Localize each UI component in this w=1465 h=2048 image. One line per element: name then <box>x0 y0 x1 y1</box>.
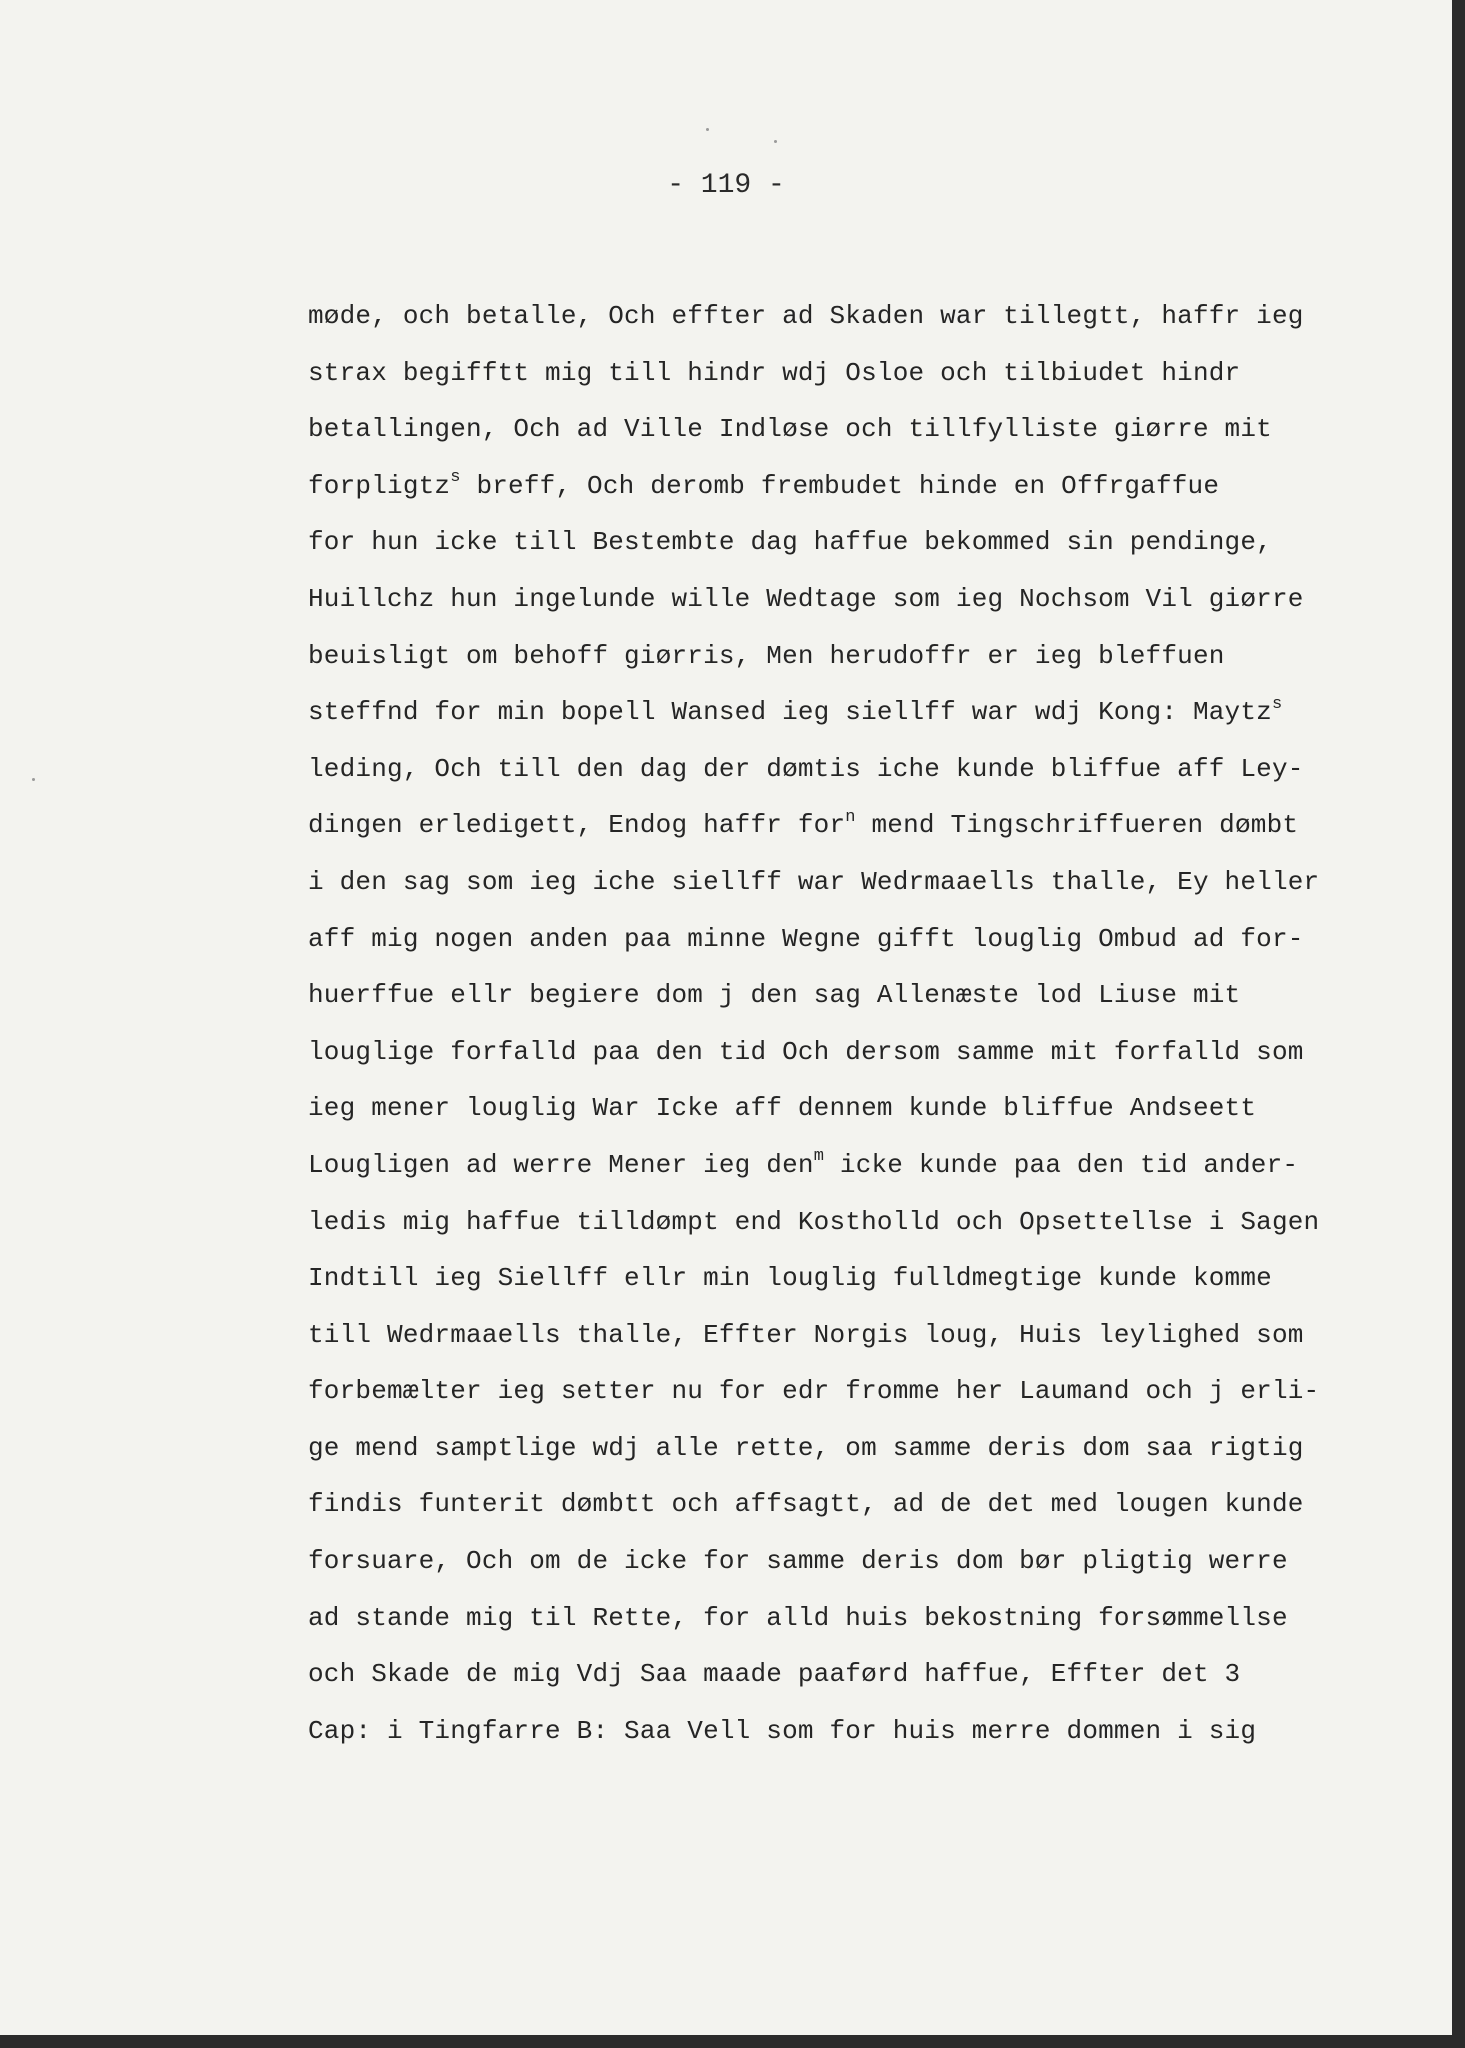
line-text: Indtill ieg Siellff ellr min louglig fulldmegtige kunde komme <box>308 1263 1272 1294</box>
line-text: forpligtz <box>308 470 451 501</box>
superscript-abbreviation: m <box>813 1147 825 1167</box>
text-line <box>308 967 1448 1024</box>
text-line <box>308 458 1448 515</box>
text-line <box>308 514 1448 571</box>
line-text: betallingen, Och ad Ville Indløse och tillfylliste giørre mit <box>308 414 1272 445</box>
text-line <box>308 684 1448 741</box>
line-text: for hun icke till Bestembte dag haffue bekommed sin pendinge, <box>308 527 1272 558</box>
line-text: Cap: i Tingfarre B: Saa Vell som for huis merre dommen i sig <box>308 1715 1257 1746</box>
line-text: forbemælter ieg setter nu for edr fromme her Laumand och j erli- <box>308 1376 1320 1407</box>
line-text: louglige forfalld paa den tid Och dersom samme mit forfalld som <box>308 1036 1304 1067</box>
line-text-continued: mend Tingschriffueren dømbt <box>855 810 1299 841</box>
text-line <box>308 628 1448 685</box>
text-line <box>308 288 1448 345</box>
paper-speck <box>32 778 35 781</box>
line-text-continued: icke kunde paa den tid ander- <box>824 1149 1299 1180</box>
line-text: och Skade de mig Vdj Saa maade paaførd haffue, Effter det 3 <box>308 1659 1241 1690</box>
text-line <box>308 1194 1448 1251</box>
superscript-abbreviation: s <box>1271 694 1283 714</box>
text-line <box>308 1533 1448 1590</box>
line-text: møde, och betalle, Och effter ad Skaden war tillegtt, haffr ieg <box>308 301 1304 331</box>
text-line <box>308 911 1448 968</box>
line-text-continued: breff, Och deromb frembudet hinde en Offrgaffue <box>460 470 1220 501</box>
text-line <box>308 571 1448 628</box>
text-line <box>308 345 1448 402</box>
text-line <box>308 1307 1448 1364</box>
line-text: ieg mener louglig War Icke aff dennem kunde bliffue Andseett <box>308 1093 1257 1124</box>
text-line <box>308 741 1448 798</box>
line-text: ledis mig haffue tilldømpt end Kostholld och Opsettellse i Sagen <box>308 1206 1320 1237</box>
text-line <box>308 1476 1448 1533</box>
line-text: leding, Och till den dag der dømtis iche kunde bliffue aff Ley- <box>308 753 1304 784</box>
document-body <box>308 288 1448 1759</box>
text-line <box>308 401 1448 458</box>
line-text: ad stande mig til Rette, for alld huis bekostning forsømmellse <box>308 1602 1288 1633</box>
line-text: aff mig nogen anden paa minne Wegne gifft louglig Ombud ad for- <box>308 923 1304 954</box>
line-text: findis funterit dømbtt och affsagtt, ad de det med lougen kunde <box>308 1489 1304 1520</box>
line-text: Lougligen ad werre Mener ieg den <box>308 1149 814 1180</box>
line-text: dingen erledigett, Endog haffr for <box>308 810 846 841</box>
superscript-abbreviation: s <box>450 468 461 488</box>
text-line <box>308 1363 1448 1420</box>
text-line <box>308 1420 1448 1477</box>
line-text: strax begifftt mig till hindr wdj Osloe och tilbiudet hindr <box>308 357 1241 388</box>
line-text: Huillchz hun ingelunde wille Wedtage som ieg Nochsom Vil giørre <box>308 583 1304 614</box>
text-line <box>308 1590 1448 1647</box>
text-line <box>308 1137 1448 1194</box>
line-text: forsuare, Och om de icke for samme deris dom bør pligtig werre <box>308 1546 1288 1577</box>
line-text: ge mend samptlige wdj alle rette, om samme deris dom saa rigtig <box>308 1432 1304 1463</box>
paper-speck <box>774 140 777 143</box>
text-line <box>308 1250 1448 1307</box>
text-line <box>308 797 1448 854</box>
line-text: huerffue ellr begiere dom j den sag Allenæste lod Liuse mit <box>308 980 1241 1011</box>
line-text: i den sag som ieg iche siellff war Wedrmaaells thalle, Ey heller <box>308 866 1320 897</box>
line-text: till Wedrmaaells thalle, Effter Norgis loug, Huis leylighed som <box>308 1319 1304 1350</box>
line-text: beuisligt om behoff giørris, Men herudoffr er ieg bleffuen <box>308 640 1225 671</box>
line-text: steffnd for min bopell Wansed ieg siellff war wdj Kong: Maytz <box>308 697 1272 728</box>
text-line <box>308 1703 1448 1760</box>
text-line <box>308 854 1448 911</box>
text-line <box>308 1646 1448 1703</box>
text-line <box>308 1080 1448 1137</box>
paper-speck <box>706 128 709 131</box>
text-line <box>308 1024 1448 1081</box>
page-number: - 119 - <box>667 170 785 201</box>
superscript-abbreviation: n <box>845 807 856 827</box>
